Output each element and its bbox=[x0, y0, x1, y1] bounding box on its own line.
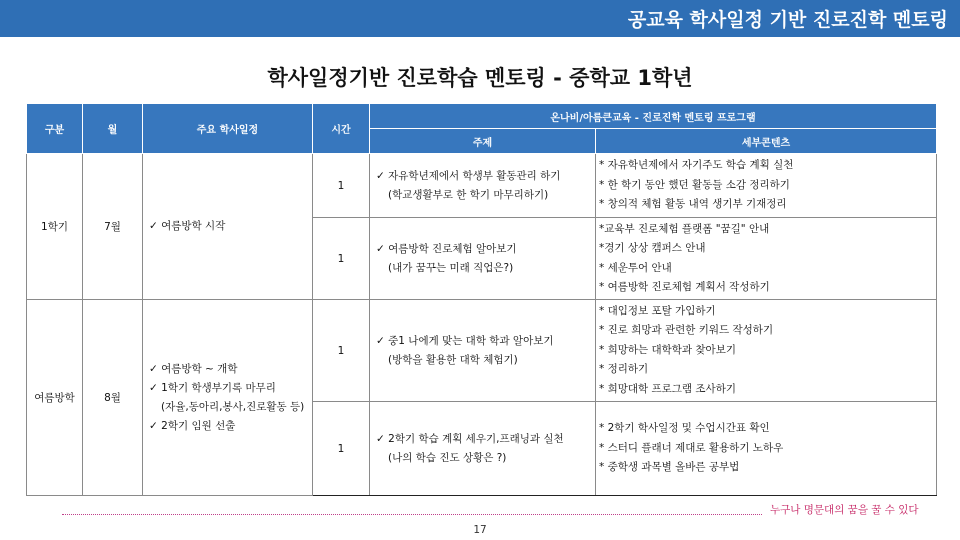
detail-item: * 한 학기 동안 했던 활동들 소감 정리하기 bbox=[599, 178, 790, 191]
detail-item: * 자유학년제에서 자기주도 학습 계획 실천 bbox=[599, 159, 794, 172]
detail-item: * 희망하는 대학학과 찾아보기 bbox=[599, 343, 736, 356]
topic-title: ✓ 여름방학 진로체험 알아보기 bbox=[376, 242, 517, 255]
footer-slogan: 누구나 명문대의 꿈을 꿀 수 있다 bbox=[770, 504, 919, 516]
header-hours: 시간 bbox=[313, 104, 370, 154]
page-number: 17 bbox=[473, 524, 487, 536]
category-cell: 1학기 bbox=[27, 154, 83, 300]
month-cell: 7월 bbox=[83, 154, 143, 300]
schedule-item: ✓ 여름방학 ~ 개학 bbox=[149, 362, 238, 375]
topic-cell bbox=[370, 154, 596, 218]
category-cell: 여름방학 bbox=[27, 300, 83, 496]
detail-item: * 창의적 체험 활동 내역 생기부 기재정리 bbox=[599, 198, 787, 211]
detail-item: * 진로 희망과 관련한 키워드 작성하기 bbox=[599, 324, 774, 337]
header-topic: 주제 bbox=[370, 129, 596, 154]
detail-item: * 스터디 플래너 제대로 활용하기 노하우 bbox=[599, 441, 784, 454]
topic-subtitle: (방학을 활용한 대학 체험기) bbox=[388, 353, 518, 366]
topic-cell bbox=[370, 218, 596, 300]
topic-title: ✓ 2학기 학습 계획 세우기,프래닝과 실천 bbox=[376, 432, 564, 445]
topic-cell bbox=[370, 402, 596, 496]
header-schedule: 주요 학사일정 bbox=[143, 104, 313, 154]
topic-title: ✓ 자유학년제에서 학생부 활동관리 하기 bbox=[376, 169, 561, 182]
detail-item: * 정리하기 bbox=[599, 363, 649, 376]
detail-item: *교육부 진로체험 플랫폼 "꿈길" 안내 bbox=[599, 222, 770, 235]
schedule-cell bbox=[143, 300, 313, 496]
topic-subtitle: (내가 꿈꾸는 미래 직업은?) bbox=[388, 261, 514, 274]
table-row bbox=[27, 154, 937, 218]
detail-item: *경기 상상 캠퍼스 안내 bbox=[599, 242, 706, 254]
topic-title: ✓ 중1 나에게 맞는 대학 학과 알아보기 bbox=[376, 334, 554, 347]
top-banner bbox=[0, 0, 960, 37]
detail-item: * 희망대학 프로그램 조사하기 bbox=[599, 382, 736, 395]
banner-text: 공교육 학사일정 기반 진로진학 멘토링 bbox=[627, 9, 948, 31]
detail-item: * 여름방학 진로체험 계획서 작성하기 bbox=[599, 281, 770, 293]
header-month: 월 bbox=[83, 104, 143, 154]
schedule-cell bbox=[143, 154, 313, 300]
page-title: 학사일정기반 진로학습 멘토링 - 중학교 1학년 bbox=[267, 66, 693, 90]
detail-cell bbox=[596, 402, 937, 496]
schedule-table bbox=[26, 103, 937, 496]
hours-cell: 1 bbox=[313, 402, 370, 496]
schedule-item: ✓ 2학기 임원 선출 bbox=[149, 419, 236, 432]
hours-cell: 1 bbox=[313, 300, 370, 402]
footer-divider bbox=[62, 514, 762, 515]
detail-cell bbox=[596, 300, 937, 402]
header-content: 세부콘텐츠 bbox=[596, 129, 937, 154]
hours-cell: 1 bbox=[313, 154, 370, 218]
detail-cell bbox=[596, 154, 937, 218]
header-program: 온나비/아름큰교육 - 진로진학 멘토링 프로그램 bbox=[370, 104, 937, 129]
schedule-item: (자율,동아리,봉사,진로활동 등) bbox=[161, 400, 305, 413]
table-row bbox=[27, 300, 937, 402]
detail-cell bbox=[596, 218, 937, 300]
detail-item: * 중학생 과목별 올바른 공부법 bbox=[599, 461, 740, 474]
topic-cell bbox=[370, 300, 596, 402]
schedule-item: ✓ 1학기 학생부기록 마무리 bbox=[149, 381, 276, 394]
detail-item: * 세운투어 안내 bbox=[599, 261, 672, 274]
schedule-item: ✓ 여름방학 시작 bbox=[149, 220, 226, 232]
month-cell: 8월 bbox=[83, 300, 143, 496]
topic-subtitle: (나의 학습 진도 상황은 ?) bbox=[388, 451, 507, 464]
topic-subtitle: (학교생활부로 한 학기 마무리하기) bbox=[388, 188, 549, 201]
header-category: 구분 bbox=[27, 104, 83, 154]
detail-item: * 대입정보 포탈 가입하기 bbox=[599, 304, 716, 317]
detail-item: * 2학기 학사일정 및 수업시간표 확인 bbox=[599, 422, 770, 435]
hours-cell: 1 bbox=[313, 218, 370, 300]
